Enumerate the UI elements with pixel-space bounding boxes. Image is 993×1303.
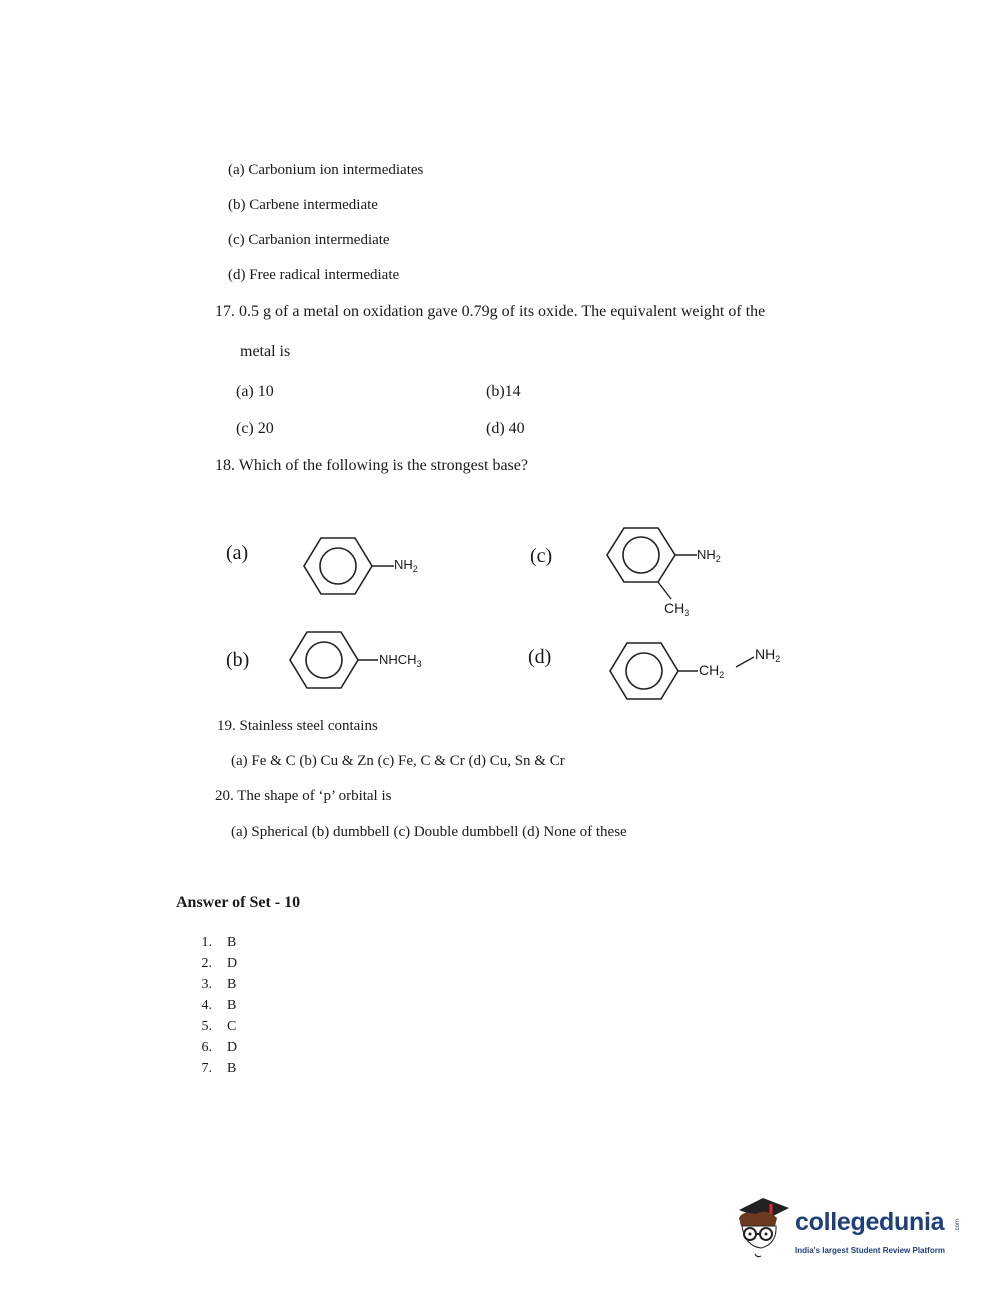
q18-structure-c-group-top: $NH_2$ — [697, 547, 721, 564]
q17-option-c: (c) 20 — [236, 420, 274, 437]
answer-number: 7. — [201, 1061, 212, 1076]
answer-number: 3. — [201, 977, 212, 992]
q17-question-line2: metal is — [240, 343, 291, 360]
q17-option-b: (b)14 — [486, 383, 521, 400]
q20-options: (a) Spherical (b) dumbbell (c) Double dumbbell (d) None of these — [231, 824, 627, 840]
answer-value: D — [227, 956, 238, 971]
q18-label-d: (d) — [528, 646, 552, 668]
answer-value: C — [227, 1019, 237, 1034]
logo-domain-suffix: .com — [955, 1219, 961, 1233]
q19-options: (a) Fe & C (b) Cu & Zn (c) Fe, C & Cr (d) Cu, Sn & Cr — [231, 753, 565, 769]
q18-structure-a-group: $NH_2$ — [394, 557, 418, 574]
q18-structure-a-benzene-ring — [300, 535, 380, 599]
q18-structure-c-benzene-ring — [603, 523, 703, 613]
q20-question: 20. The shape of ‘p’ orbital is — [215, 788, 392, 804]
q17-option-d: (d) 40 — [486, 420, 525, 437]
answer-value: B — [227, 998, 237, 1013]
q18-structure-d-group-ch2: $CH_2$ — [699, 662, 725, 680]
logo-tagline: India's largest Student Review Platform — [795, 1246, 945, 1255]
answer-value: D — [227, 1040, 238, 1055]
q16-option-d: (d) Free radical intermediate — [228, 267, 400, 283]
answer-value: B — [227, 935, 237, 950]
q18-structure-c-group-bottom: $CH_3$ — [664, 600, 690, 618]
answer-number: 2. — [201, 956, 212, 971]
q16-option-b: (b) Carbene intermediate — [228, 197, 378, 213]
q18-structure-b-benzene-ring — [286, 629, 386, 693]
logo-wordmark: collegedunia — [795, 1208, 945, 1236]
mascot-icon — [733, 1196, 793, 1268]
q16-option-c: (c) Carbanion intermediate — [228, 232, 390, 248]
answer-number: 4. — [201, 998, 212, 1013]
answer-value: B — [227, 977, 237, 992]
q18-label-a: (a) — [226, 542, 249, 564]
q19-question: 19. Stainless steel contains — [217, 718, 378, 734]
answer-number: 5. — [201, 1019, 212, 1034]
answer-number: 1. — [201, 935, 212, 950]
q18-label-b: (b) — [226, 649, 250, 671]
q18-question: 18. Which of the following is the strongest base? — [215, 457, 528, 474]
q18-label-c: (c) — [530, 545, 553, 567]
answers-heading: Answer of Set - 10 — [176, 894, 301, 911]
q16-option-a: (a) Carbonium ion intermediates — [228, 162, 424, 178]
answer-value: B — [227, 1061, 237, 1076]
q18-structure-b-group: $NHCH_3$ — [379, 652, 422, 669]
answer-number: 6. — [201, 1040, 212, 1055]
q18-structure-d-group-nh2: $NH_2$ — [755, 646, 781, 664]
q17-option-a: (a) 10 — [236, 383, 274, 400]
q17-question-line1: 17. 0.5 g of a metal on oxidation gave 0.79g of its oxide. The equivalent weight of the — [215, 303, 766, 320]
